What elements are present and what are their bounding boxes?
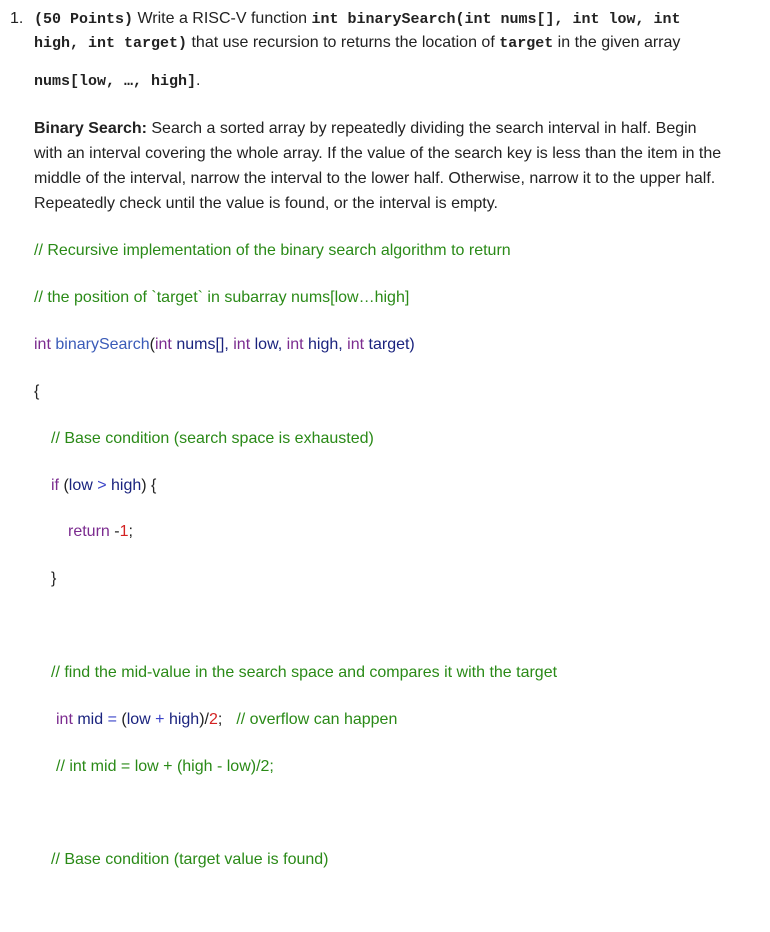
- question-line-1: [34, 10, 681, 28]
- mid-open: (: [121, 711, 127, 728]
- code-comment-2: // the position of `target` in subarray nums[low…high]: [34, 289, 410, 306]
- function-signature-line: [34, 336, 415, 354]
- question-line-3: [34, 72, 200, 90]
- mid-assignment: [56, 711, 397, 729]
- param-target: target): [368, 336, 415, 353]
- return-type-keyword: int: [34, 336, 51, 353]
- assign-operator: =: [103, 711, 122, 728]
- semicolon: ;: [217, 711, 223, 728]
- if-keyword: if: [51, 477, 59, 494]
- var-mid: mid: [72, 711, 104, 728]
- code-comment-3: // Base condition (search space is exhausted): [51, 430, 374, 447]
- target-code: target: [499, 35, 554, 52]
- function-signature: int binarySearch(int nums[], int low, int: [311, 11, 681, 28]
- signature-params: high, int target): [34, 35, 188, 52]
- param-nums: nums[],: [176, 336, 229, 353]
- question-line-2: [34, 34, 680, 52]
- param-high: high,: [308, 336, 343, 353]
- function-name: binarySearch: [55, 336, 150, 353]
- if-statement: [51, 477, 156, 495]
- binary-search-description: [34, 116, 724, 216]
- param-type: int: [286, 336, 304, 353]
- var-low: low: [68, 477, 93, 494]
- question-number: 1.: [10, 10, 24, 27]
- code-comment-4: // find the mid-value in the search space and compares it with the target: [51, 664, 558, 681]
- if-open: (: [59, 477, 69, 494]
- param-type: int: [233, 336, 251, 353]
- question-text-end: in the given array: [553, 34, 681, 51]
- plus-operator: +: [150, 711, 169, 728]
- code-comment-6: // Base condition (target value is found): [51, 851, 329, 868]
- int-keyword: int: [56, 711, 73, 728]
- array-range-code: nums[low, …, high]: [34, 73, 197, 90]
- question-period: .: [196, 72, 201, 89]
- question-text: that use recursion to returns the location of: [187, 34, 500, 51]
- param-low: low,: [254, 336, 283, 353]
- var-high: high: [168, 711, 200, 728]
- description-body: Search a sorted array by repeatedly dividing the search interval in half. Begin with an interval covering the whole array. If the value of the search key is less than the item in the middle of the interval, narrow the interval to the lower half. Otherwise, narrow it to the upper half. Repeatedly check until the value is found, or the interval is empty.: [34, 120, 722, 212]
- var-high: high: [111, 477, 142, 494]
- param-type: int: [154, 336, 172, 353]
- divisor-value: 2: [208, 711, 218, 728]
- code-comment-5: // int mid = low + (high - low)/2;: [56, 758, 274, 775]
- open-brace: {: [34, 383, 40, 400]
- code-comment-1: // Recursive implementation of the binary search algorithm to return: [34, 242, 511, 259]
- param-type: int: [347, 336, 365, 353]
- if-close: ) {: [141, 477, 157, 494]
- return-statement: [68, 523, 133, 541]
- open-paren: (: [149, 336, 155, 353]
- points-label: (50 Points): [34, 11, 134, 28]
- greater-operator: >: [92, 477, 112, 494]
- minus-sign: -: [109, 523, 120, 540]
- close-if-brace: }: [51, 570, 57, 587]
- var-low: low: [126, 711, 151, 728]
- mid-close: )/: [199, 711, 209, 728]
- return-value: 1: [119, 523, 129, 540]
- semicolon: ;: [128, 523, 133, 540]
- overflow-comment: // overflow can happen: [236, 711, 398, 728]
- question-intro: Write a RISC-V function: [133, 10, 312, 27]
- description-label: Binary Search:: [34, 120, 147, 137]
- return-keyword: return: [68, 523, 110, 540]
